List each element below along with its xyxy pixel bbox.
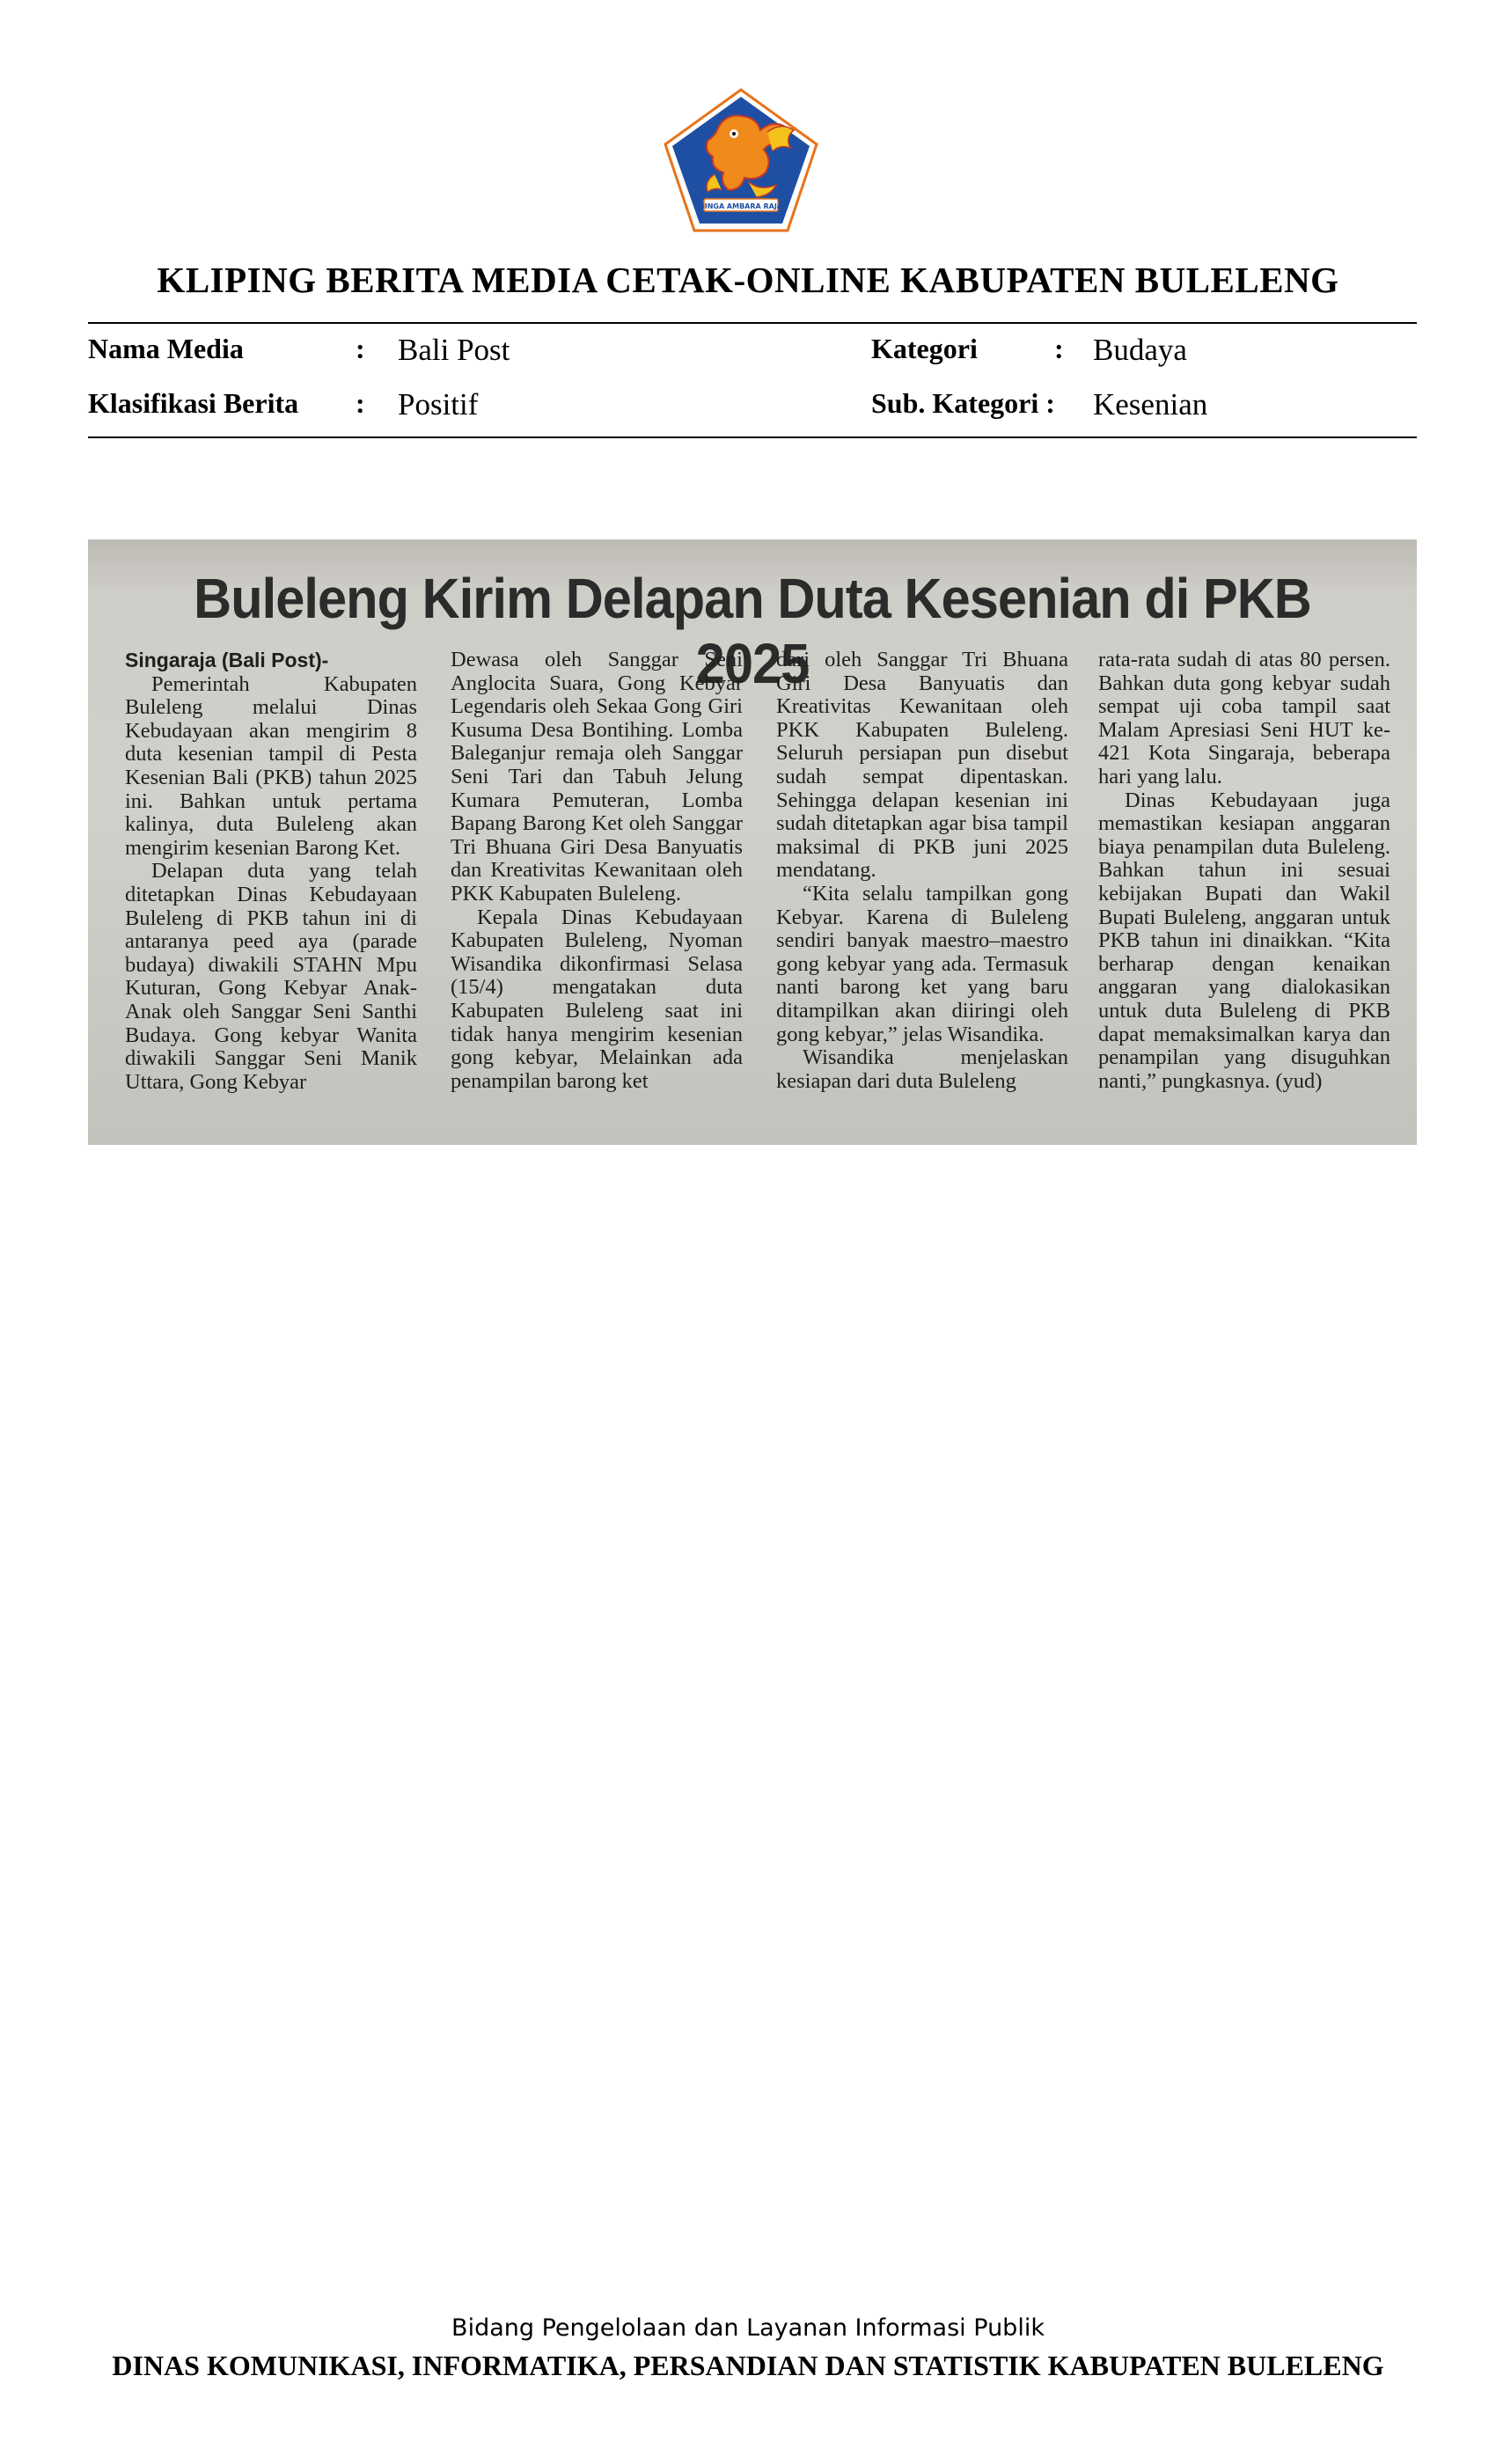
article-column-4 bbox=[1098, 649, 1390, 1093]
newspaper-clipping bbox=[88, 539, 1417, 1145]
article-paragraph: rata-rata sudah di atas 80 persen. Bahkan duta gong kebyar sudah sempat uji coba tampil saat Malam Apresiasi Seni HUT ke-421 Kota Singaraja, beberapa hari yang lalu. bbox=[1098, 648, 1390, 788]
emblem-motto: SINGA AMBARA RAJA bbox=[699, 202, 783, 210]
media-label: Nama Media bbox=[88, 333, 244, 364]
footer-division: Bidang Pengelolaan dan Layanan Informasi Publik bbox=[451, 2314, 1045, 2342]
article-paragraph: Wisandika menjelaskan kesiapan dari duta Buleleng bbox=[776, 1045, 1068, 1093]
buleleng-emblem-logo bbox=[662, 86, 820, 234]
subcategory-value: Kesenian bbox=[1093, 387, 1208, 422]
classification-colon: : bbox=[356, 387, 365, 419]
page-title: KLIPING BERITA MEDIA CETAK-ONLINE KABUPATEN BULELENG bbox=[157, 260, 1339, 300]
header-divider-bottom bbox=[88, 436, 1417, 438]
category-label: Kategori bbox=[871, 333, 978, 364]
subcategory-label: Sub. Kategori : bbox=[871, 387, 1055, 419]
emblem-icon bbox=[662, 86, 820, 234]
category-value: Budaya bbox=[1093, 333, 1187, 367]
article-headline: Buleleng Kirim Delapan Duta Kesenian di PKB 2025 bbox=[194, 567, 1311, 695]
article-paragraph: Delapan duta yang telah ditetapkan Dinas Kebudayaan Buleleng di PKB tahun ini di antaranya peed aya (parade budaya) diwakili STAHN Mpu Kuturan, Gong Kebyar Anak-Anak oleh Sanggar Seni Santhi Budaya. Gong kebyar Wanita diwakili Sanggar Seni Manik Uttara, Gong Kebyar bbox=[125, 859, 417, 1094]
article-column-2 bbox=[451, 649, 743, 1093]
classification-value: Positif bbox=[398, 387, 479, 422]
article-paragraph: Kepala Dinas Kebudayaan Kabupaten Buleleng, Nyoman Wisandika dikonfirmasi Selasa (15/4) mengatakan duta Kabupaten Buleleng saat ini tidak hanya mengirim kesenian gong kebyar, Melainkan ada penampilan barong ket bbox=[451, 905, 743, 1093]
classification-label: Klasifikasi Berita bbox=[88, 387, 299, 419]
article-paragraph: Pemerintah Kabupaten Buleleng melalui Dinas Kebudayaan akan mengirim 8 duta kesenian tampil di Pesta Kesenian Bali (PKB) tahun 2025 ini. Bahkan untuk pertama kalinya, duta Buleleng akan mengirim kesenian Barong Ket. bbox=[125, 671, 417, 860]
article-paragraph: dari oleh Sanggar Tri Bhuana Giri Desa Banyuatis dan Kreativitas Kewanitaan oleh PKK Kabupaten Buleleng. Seluruh persiapan pun disebut sudah sempat dipentaskan. Sehingga delapan kesenian ini sudah ditetapkan agar bisa tampil maksimal di PKB juni 2025 mendatang. bbox=[776, 648, 1068, 883]
article-paragraph: Dewasa oleh Sanggar Seni Anglocita Suara, Gong Kebyar Legendaris oleh Sekaa Gong Giri Kusuma Desa Bontihing. Lomba Baleganjur remaja oleh Sanggar Seni Tari dan Tabuh Jelung Kumara Pemuteran, Lomba Bapang Barong Ket oleh Sanggar Tri Bhuana Giri Desa Banyuatis dan Kreativitas Kewanitaan oleh PKK Kabupaten Buleleng. bbox=[451, 648, 743, 906]
media-colon: : bbox=[356, 333, 365, 364]
article-paragraph: “Kita selalu tampilkan gong Kebyar. Karena di Buleleng sendiri banyak maestro–maestro gong kebyar yang ada. Termasuk nanti barong ket yang baru ditampilkan akan diiringi oleh gong kebyar,” jelas Wisandika. bbox=[776, 881, 1068, 1046]
category-colon: : bbox=[1054, 333, 1064, 364]
article-dateline: Singaraja (Bali Post)- bbox=[125, 649, 329, 671]
article-paragraph: Dinas Kebudayaan juga memastikan kesiapan anggaran biaya penampilan duta Buleleng. Bahkan tahun ini sesuai kebijakan Bupati dan Wakil Bupati Buleleng, anggaran untuk PKB tahun ini dinaikkan. “Kita berharap dengan kenaikan anggaran yang dialokasikan untuk duta Buleleng di PKB dapat memaksimalkan karya dan penampilan yang disuguhkan nanti,” pungkasnya. (yud) bbox=[1098, 788, 1390, 1093]
footer-agency: DINAS KOMUNIKASI, INFORMATIKA, PERSANDIAN DAN STATISTIK KABUPATEN BULELENG bbox=[112, 2350, 1384, 2381]
header-divider-top bbox=[88, 322, 1417, 324]
article-column-3 bbox=[776, 649, 1068, 1093]
article-column-1 bbox=[125, 649, 417, 1094]
media-value: Bali Post bbox=[398, 333, 510, 367]
